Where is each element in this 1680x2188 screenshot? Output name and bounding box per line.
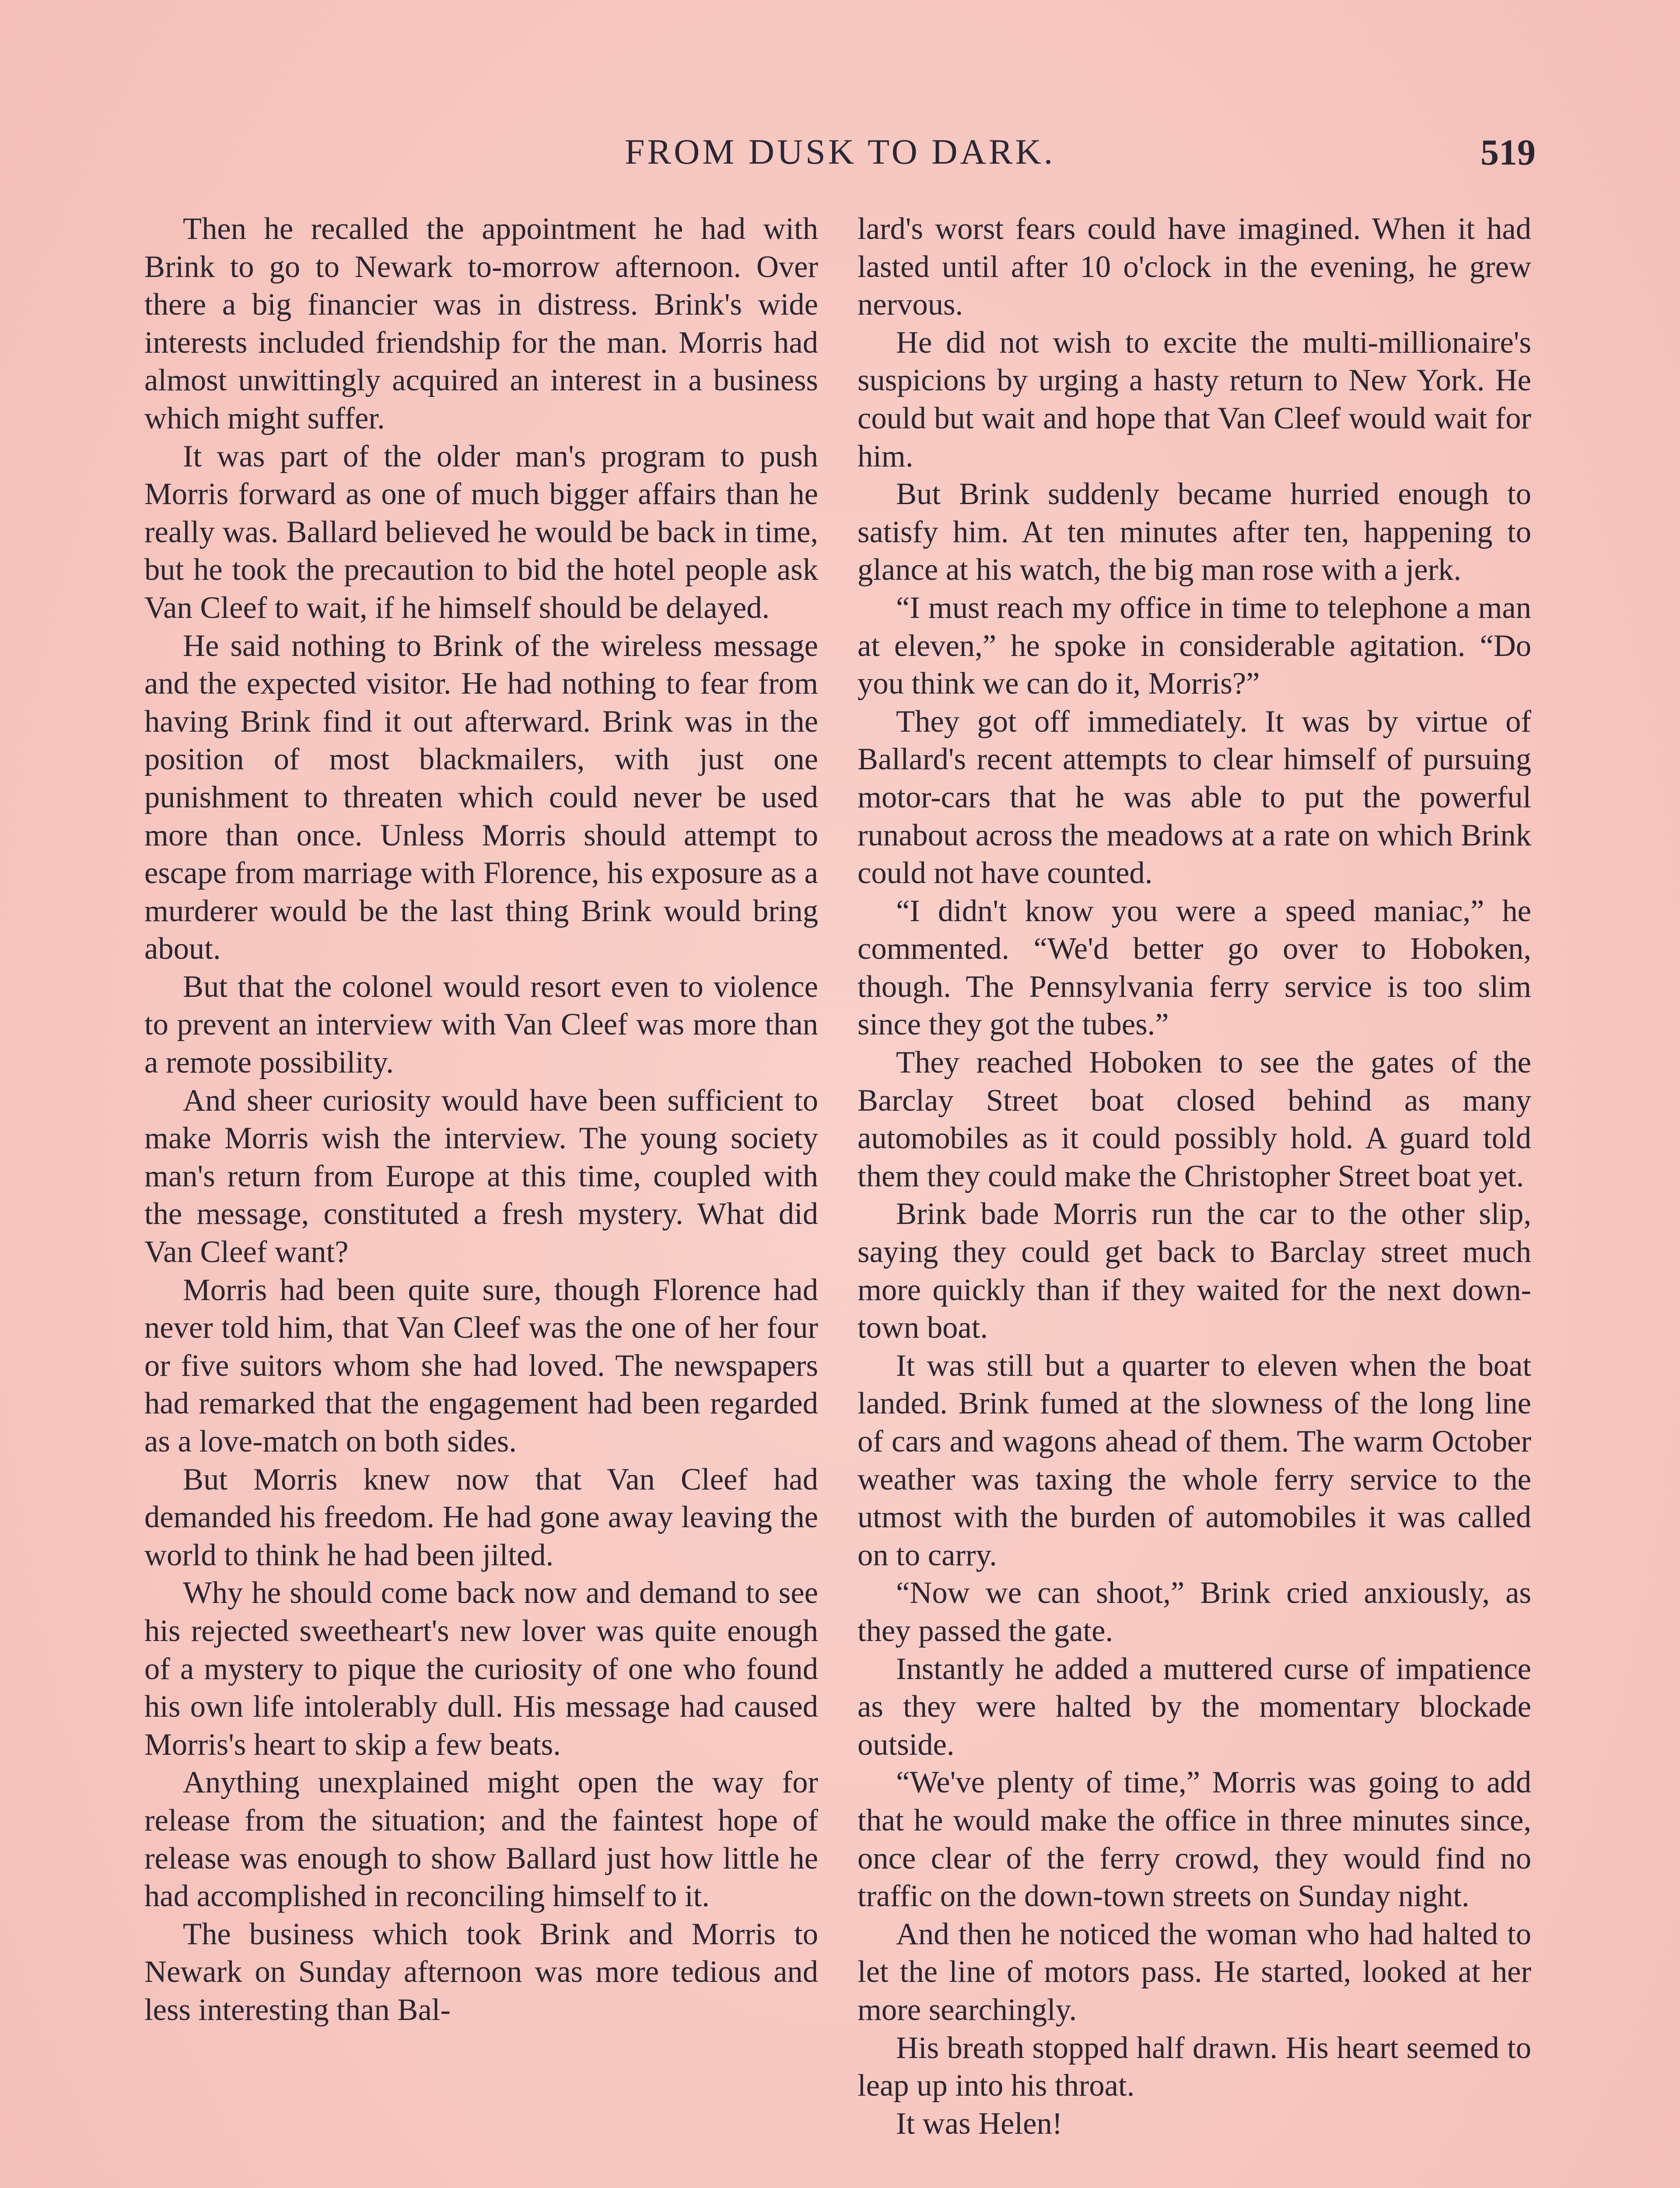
paragraph: It was still but a quarter to eleven when the boat landed. Brink fumed at the slowness of the long line of cars and wagons ahead of them. The warm October weather was taxing the whole ferry service to the utmost with the burden of automobiles it was called on to carry.	[858, 1348, 1531, 1572]
paragraph: The business which took Brink and Morris to Newark on Sunday afternoon was more tedious and less interesting than Bal-	[144, 1917, 818, 2027]
paragraph: They reached Hoboken to see the gates of the Barclay Street boat closed behind as many automobiles as it could possibly hold. A guard told them they could make the Christopher Street boat yet.	[858, 1045, 1531, 1193]
paragraph: And then he noticed the woman who had halted to let the line of motors pass. He started, looked at her more searchingly.	[858, 1917, 1531, 2027]
paragraph: He said nothing to Brink of the wireless message and the expected visitor. He had nothing to fear from having Brink find it out afterward. Brink was in the position of most blackmailers, with just one punishment to threaten which could never be used more than once. Unless Morris should attempt to escape from marriage with Florence, his exposure as a murderer would be the last thing Brink would bring about.	[144, 628, 818, 966]
paragraph: Then he recalled the appointment he had with Brink to go to Newark to-morrow afternoon. Over there a big financier was in distress. Brink's wide interests included friendship for the man. Morris had almost unwittingly acquired an interest in a business which might suffer.	[144, 212, 818, 435]
left-column	[144, 210, 818, 2029]
paragraph-continuation: lard's worst fears could have imagined. When it had lasted until after 10 o'clock in the evening, he grew nervous.	[858, 212, 1531, 322]
running-head: FROM DUSK TO DARK.	[624, 132, 1056, 172]
paragraph: Instantly he added a muttered curse of impatience as they were halted by the momentary blockade outside.	[858, 1652, 1531, 1762]
page-number: 519	[1480, 132, 1536, 173]
paragraph: “I must reach my office in time to telephone a man at eleven,” he spoke in considerable agitation. “Do you think we can do it, Morris?”	[858, 590, 1531, 701]
paragraph: They got off immediately. It was by virtue of Ballard's recent attempts to clear himself of pursuing motor-cars that he was able to put the powerful runabout across the meadows at a rate on which Brink could not have counted.	[858, 704, 1531, 891]
paragraph: But that the colonel would resort even to violence to prevent an interview with Van Cleef was more than a remote possibility.	[144, 969, 818, 1080]
paragraph: Anything unexplained might open the way for release from the situation; and the faintest hope of release was enough to show Ballard just how little he had accomplished in reconciling himself to it.	[144, 1765, 818, 1914]
paragraph: “I didn't know you were a speed maniac,” he commented. “We'd better go over to Hoboken, though. The Pennsylvania ferry service is too slim since they got the tubes.”	[858, 894, 1531, 1042]
paragraph: It was Helen!	[896, 2106, 1063, 2141]
paragraph: And sheer curiosity would have been sufficient to make Morris wish the interview. The young society man's return from Europe at this time, coupled with the message, constituted a fresh mystery. What did Van Cleef want?	[144, 1083, 818, 1269]
paragraph: His breath stopped half drawn. His heart seemed to leap up into his throat.	[858, 2030, 1531, 2103]
paragraph: “Now we can shoot,” Brink cried anxiously, as they passed the gate.	[858, 1576, 1531, 1648]
paragraph: Morris had been quite sure, though Florence had never told him, that Van Cleef was the one of her four or five suitors whom she had loved. The newspapers had remarked that the engagement had been regarded as a love-match on both sides.	[144, 1273, 818, 1459]
paragraph: But Brink suddenly became hurried enough to satisfy him. At ten minutes after ten, happening to glance at his watch, the big man rose with a jerk.	[858, 477, 1531, 587]
page-header	[144, 131, 1536, 184]
paragraph: “We've plenty of time,” Morris was going to add that he would make the office in three minutes since, once clear of the ferry crowd, they would find no traffic on the down-town streets on Sunday night.	[858, 1765, 1531, 1914]
paragraph: Brink bade Morris run the car to the other slip, saying they could get back to Barclay street much more quickly than if they waited for the next down-town boat.	[858, 1197, 1531, 1345]
paragraph: He did not wish to excite the multi-millionaire's suspicions by urging a hasty return to New York. He could but wait and hope that Van Cleef would wait for him.	[858, 325, 1531, 473]
paragraph: Why he should come back now and demand to see his rejected sweetheart's new lover was quite enough of a mystery to pique the curiosity of one who found his own life intolerably dull. His message had caused Morris's heart to skip a few beats.	[144, 1576, 818, 1762]
paragraph: It was part of the older man's program to push Morris forward as one of much bigger affairs than he really was. Ballard believed he would be back in time, but he took the precaution to bid the hotel people ask Van Cleef to wait, if he himself should be delayed.	[144, 439, 818, 625]
right-column	[858, 210, 1531, 2142]
paragraph: But Morris knew now that Van Cleef had demanded his freedom. He had gone away leaving the world to think he had been jilted.	[144, 1462, 818, 1572]
